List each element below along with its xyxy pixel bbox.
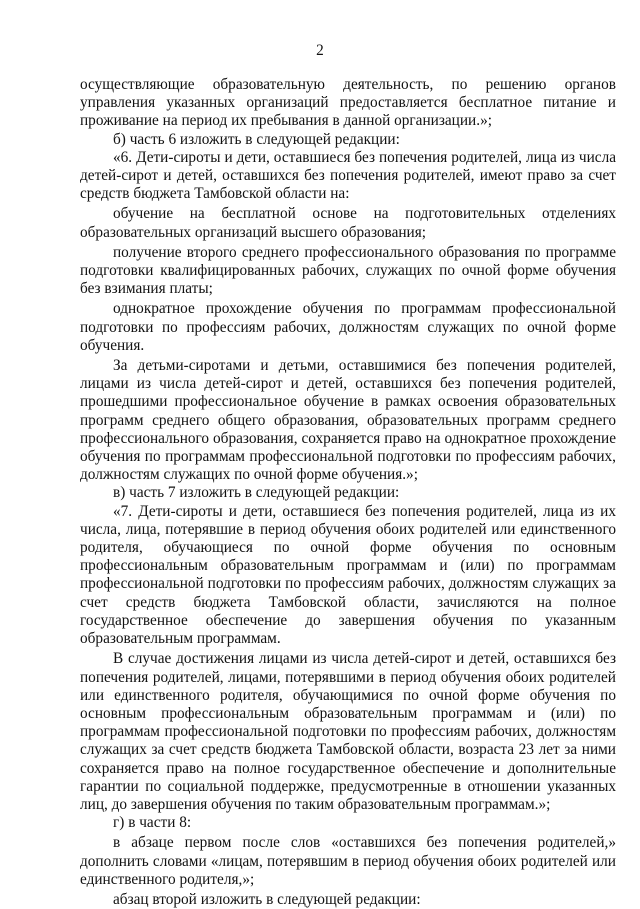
paragraph-second-clause: абзац второй изложить в следующей редакции: bbox=[113, 890, 421, 908]
paragraph-amendment-v: в) часть 7 изложить в следующей редакции: bbox=[113, 484, 400, 502]
paragraph-amendment-g: г) в части 8: bbox=[113, 814, 192, 832]
paragraph-continuation: осуществляющие образовательную деятельность, по решению органов управления указанных организаций предоставляется бесплатное питание и проживание на период их пребывания в данной организации.»; bbox=[80, 76, 616, 130]
paragraph-second-education: получение второго среднего профессионального образования по программе подготовки квалифицированных рабочих, служащих по очной форме обучения без взимания платы; bbox=[80, 243, 616, 298]
paragraph-part-6: «6. Дети-сироты и дети, оставшиеся без попечения родителей, лица из числа детей-сирот и детей, оставшихся без попечения родителей, имеют право за счет средств бюджета Тамбовской области на: bbox=[80, 148, 616, 203]
paragraph-age-23: В случае достижения лицами из числа детей-сирот и детей, оставшихся без попечения родителей, лицами, потерявшими в период обучения обоих родителей или единственного родителя, обучающимися по очной форме обучения по основным профессиональным образовательным программам и (или) по программам профессиональной подготовки по профессиям рабочих, должностям служащих за счет средств бюджета Тамбовской области, возраста 23 лет за ними сохраняется право на полное государственное обеспечение и дополнительные гарантии по социальной поддержке, предусмотренные в отношении указанных лиц, до завершения обучения по таким образовательным программам.»; bbox=[80, 650, 616, 813]
paragraph-part-7: «7. Дети-сироты и дети, оставшиеся без попечения родителей, лица из их числа, лица, потерявшие в период обучения обоих родителей или единственного родителя, обучающиеся по очной форме обучения по основным профессиональным образовательным программам и (или) по программам профессиональной подготовки по профессиям рабочих, должностям служащих за счет средств бюджета Тамбовской области, зачисляются на полное государственное обеспечение до завершения обучения по указанным образовательным программам. bbox=[80, 502, 616, 648]
paragraph-amendment-b: б) часть 6 изложить в следующей редакции: bbox=[113, 130, 400, 148]
paragraph-first-clause: в абзаце первом после слов «оставшихся без попечения родителей,» дополнить словами «лицам, потерявшим в период обучения обоих родителей или единственного родителя,»; bbox=[80, 834, 616, 888]
paragraph-retained-right: За детьми-сиротами и детьми, оставшимися без попечения родителей, лицами из числа детей-сирот и детей, оставшихся без попечения родителей, прошедшими профессиональное обучение в рамках освоения образовательных программ среднего общего образования, образовательных программ среднего профессионального образования, сохраняется право на однократное прохождение обучения по программам профессиональной подготовки по профессиям рабочих, должностям служащих по очной форме обучения.»; bbox=[80, 357, 616, 484]
paragraph-prep-departments: обучение на бесплатной основе на подготовительных отделениях образовательных организаций высшего образования; bbox=[80, 205, 616, 241]
document-body bbox=[80, 76, 616, 909]
page-number: 2 bbox=[316, 42, 324, 59]
paragraph-one-time-training: однократное прохождение обучения по программам профессиональной подготовки по профессиям рабочих, должностям служащих по очной форме обучения. bbox=[80, 300, 616, 354]
